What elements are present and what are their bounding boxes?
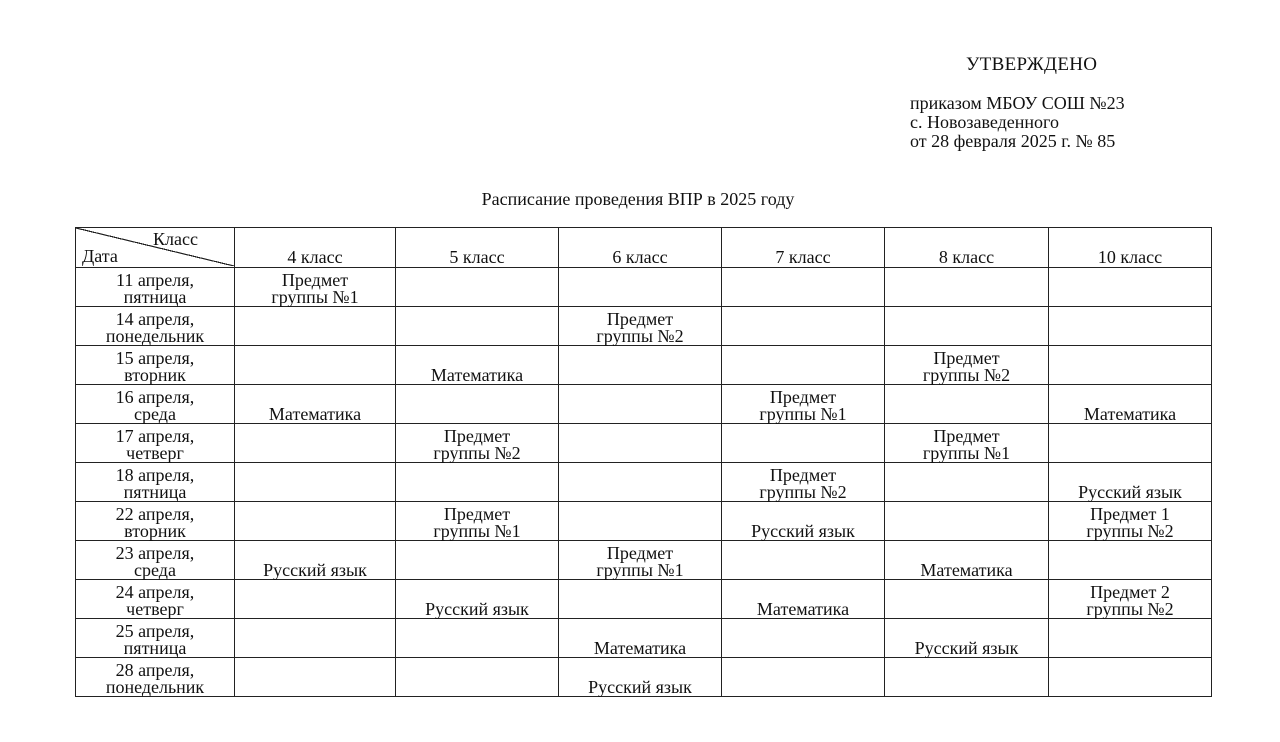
corner-header-cell <box>76 228 235 268</box>
subject-text: группы №1 <box>433 521 521 541</box>
empty-cell <box>235 463 396 502</box>
subject-text: Русский язык <box>1078 482 1182 502</box>
date-cell <box>76 268 235 307</box>
empty-cell <box>396 463 559 502</box>
date-day: 17 апреля, <box>115 426 195 446</box>
subject-text: Предмет 2 <box>1090 582 1170 602</box>
empty-cell <box>722 658 885 697</box>
date-cell <box>76 307 235 346</box>
empty-cell <box>1049 268 1212 307</box>
empty-cell <box>235 346 396 385</box>
subject-text: Русский язык <box>425 599 529 619</box>
subject-cell <box>396 580 559 619</box>
empty-cell <box>559 502 722 541</box>
subject-cell <box>1049 502 1212 541</box>
date-day: 18 апреля, <box>115 465 195 485</box>
table-header-row <box>76 228 1212 268</box>
empty-cell <box>1049 541 1212 580</box>
date-day: 22 апреля, <box>115 504 195 524</box>
date-day: 23 апреля, <box>115 543 195 563</box>
date-cell <box>76 502 235 541</box>
subject-cell <box>235 385 396 424</box>
empty-cell <box>1049 346 1212 385</box>
subject-text: Предмет <box>769 465 837 485</box>
column-header: 4 класс <box>235 228 396 268</box>
subject-cell <box>885 619 1049 658</box>
empty-cell <box>885 268 1049 307</box>
date-day: 24 апреля, <box>115 582 195 602</box>
table-row <box>76 385 1212 424</box>
column-header: 6 класс <box>559 228 722 268</box>
empty-cell <box>396 307 559 346</box>
table-row <box>76 580 1212 619</box>
order-line-1: приказом МБОУ СОШ №23 <box>910 93 1125 113</box>
date-cell <box>76 619 235 658</box>
empty-cell <box>722 307 885 346</box>
table-row <box>76 658 1212 697</box>
approval-heading: УТВЕРЖДЕНО <box>966 54 1098 75</box>
empty-cell <box>1049 619 1212 658</box>
document-title <box>0 189 1280 210</box>
table-row <box>76 307 1212 346</box>
subject-cell <box>885 541 1049 580</box>
table-row <box>76 619 1212 658</box>
subject-cell <box>1049 580 1212 619</box>
subject-text: Математика <box>268 404 362 424</box>
subject-text: Русский язык <box>751 521 855 541</box>
table-row <box>76 541 1212 580</box>
table-row <box>76 463 1212 502</box>
empty-cell <box>722 424 885 463</box>
subject-cell <box>396 346 559 385</box>
empty-cell <box>235 424 396 463</box>
date-weekday: вторник <box>124 521 186 541</box>
empty-cell <box>885 580 1049 619</box>
date-cell <box>76 580 235 619</box>
subject-text: Предмет <box>443 504 511 524</box>
empty-cell <box>885 463 1049 502</box>
subject-text: Русский язык <box>263 560 367 580</box>
date-weekday: среда <box>134 404 176 424</box>
subject-text: группы №1 <box>271 287 359 307</box>
subject-cell <box>722 580 885 619</box>
order-reference <box>910 94 1125 151</box>
empty-cell <box>235 502 396 541</box>
date-cell <box>76 658 235 697</box>
subject-text: Предмет 1 <box>1090 504 1170 524</box>
column-header: 5 класс <box>396 228 559 268</box>
schedule-table <box>75 227 1212 697</box>
subject-cell <box>559 307 722 346</box>
subject-text: группы №2 <box>596 326 684 346</box>
empty-cell <box>1049 658 1212 697</box>
subject-cell <box>722 463 885 502</box>
date-weekday: понедельник <box>105 677 205 697</box>
empty-cell <box>559 424 722 463</box>
empty-cell <box>722 346 885 385</box>
empty-cell <box>235 658 396 697</box>
subject-text: группы №2 <box>1086 599 1174 619</box>
date-weekday: понедельник <box>105 326 205 346</box>
empty-cell <box>396 658 559 697</box>
subject-text: Предмет <box>281 270 349 290</box>
date-weekday: четверг <box>126 599 184 619</box>
subject-text: Предмет <box>443 426 511 446</box>
date-day: 25 апреля, <box>115 621 195 641</box>
subject-text: группы №2 <box>1086 521 1174 541</box>
date-weekday: пятница <box>123 638 187 658</box>
date-day: 16 апреля, <box>115 387 195 407</box>
empty-cell <box>559 385 722 424</box>
date-weekday: пятница <box>123 482 187 502</box>
subject-cell <box>722 385 885 424</box>
subject-text: Предмет <box>933 348 1000 368</box>
subject-cell <box>559 619 722 658</box>
subject-text: группы №1 <box>596 560 684 580</box>
subject-cell <box>885 424 1049 463</box>
subject-cell <box>1049 385 1212 424</box>
empty-cell <box>559 346 722 385</box>
empty-cell <box>235 580 396 619</box>
subject-text: группы №2 <box>759 482 847 502</box>
table-row <box>76 268 1212 307</box>
subject-cell <box>722 502 885 541</box>
empty-cell <box>559 580 722 619</box>
date-day: 15 апреля, <box>115 348 195 368</box>
subject-text: Математика <box>430 365 524 385</box>
column-header: 7 класс <box>722 228 885 268</box>
empty-cell <box>559 463 722 502</box>
table-row <box>76 424 1212 463</box>
subject-text: Математика <box>1083 404 1177 424</box>
subject-cell <box>235 541 396 580</box>
subject-cell <box>1049 463 1212 502</box>
subject-text: Русский язык <box>588 677 692 697</box>
subject-cell <box>396 502 559 541</box>
corner-class-label: Класс <box>153 229 198 249</box>
empty-cell <box>885 658 1049 697</box>
diagonal-split <box>76 228 234 266</box>
date-cell <box>76 541 235 580</box>
empty-cell <box>396 385 559 424</box>
subject-cell <box>235 268 396 307</box>
subject-text: Русский язык <box>914 638 1019 658</box>
table-body <box>76 268 1212 697</box>
date-cell <box>76 385 235 424</box>
empty-cell <box>559 268 722 307</box>
subject-cell <box>396 424 559 463</box>
empty-cell <box>722 619 885 658</box>
empty-cell <box>885 385 1049 424</box>
subject-cell <box>885 346 1049 385</box>
order-line-3: от 28 февраля 2025 г. № 85 <box>910 131 1116 151</box>
subject-text: Математика <box>756 599 850 619</box>
empty-cell <box>235 619 396 658</box>
table-row <box>76 502 1212 541</box>
date-weekday: среда <box>134 560 176 580</box>
order-line-2: с. Новозаведенного <box>910 112 1059 132</box>
empty-cell <box>1049 307 1212 346</box>
empty-cell <box>885 502 1049 541</box>
column-header: 8 класс <box>885 228 1049 268</box>
empty-cell <box>722 268 885 307</box>
date-cell <box>76 463 235 502</box>
date-cell <box>76 346 235 385</box>
subject-cell <box>559 541 722 580</box>
date-weekday: вторник <box>124 365 186 385</box>
document-title-text: Расписание проведения ВПР в 2025 году <box>481 189 795 209</box>
empty-cell <box>885 307 1049 346</box>
empty-cell <box>1049 424 1212 463</box>
subject-cell <box>559 658 722 697</box>
subject-text: группы №1 <box>759 404 847 424</box>
subject-text: группы №2 <box>922 365 1011 385</box>
subject-text: Предмет <box>933 426 1000 446</box>
subject-text: группы №1 <box>922 443 1011 463</box>
table-row <box>76 346 1212 385</box>
empty-cell <box>235 307 396 346</box>
date-weekday: пятница <box>123 287 187 307</box>
subject-text: группы №2 <box>433 443 521 463</box>
empty-cell <box>396 268 559 307</box>
empty-cell <box>396 619 559 658</box>
column-header: 10 класс <box>1049 228 1212 268</box>
subject-text: Предмет <box>606 309 674 329</box>
subject-text: Предмет <box>769 387 837 407</box>
subject-text: Математика <box>920 560 1013 580</box>
date-day: 14 апреля, <box>115 309 195 329</box>
corner-date-label: Дата <box>82 246 118 266</box>
date-day: 28 апреля, <box>115 660 195 680</box>
subject-text: Математика <box>593 638 687 658</box>
empty-cell <box>722 541 885 580</box>
date-weekday: четверг <box>126 443 184 463</box>
date-day: 11 апреля, <box>116 270 194 290</box>
date-cell <box>76 424 235 463</box>
subject-text: Предмет <box>606 543 674 563</box>
empty-cell <box>396 541 559 580</box>
